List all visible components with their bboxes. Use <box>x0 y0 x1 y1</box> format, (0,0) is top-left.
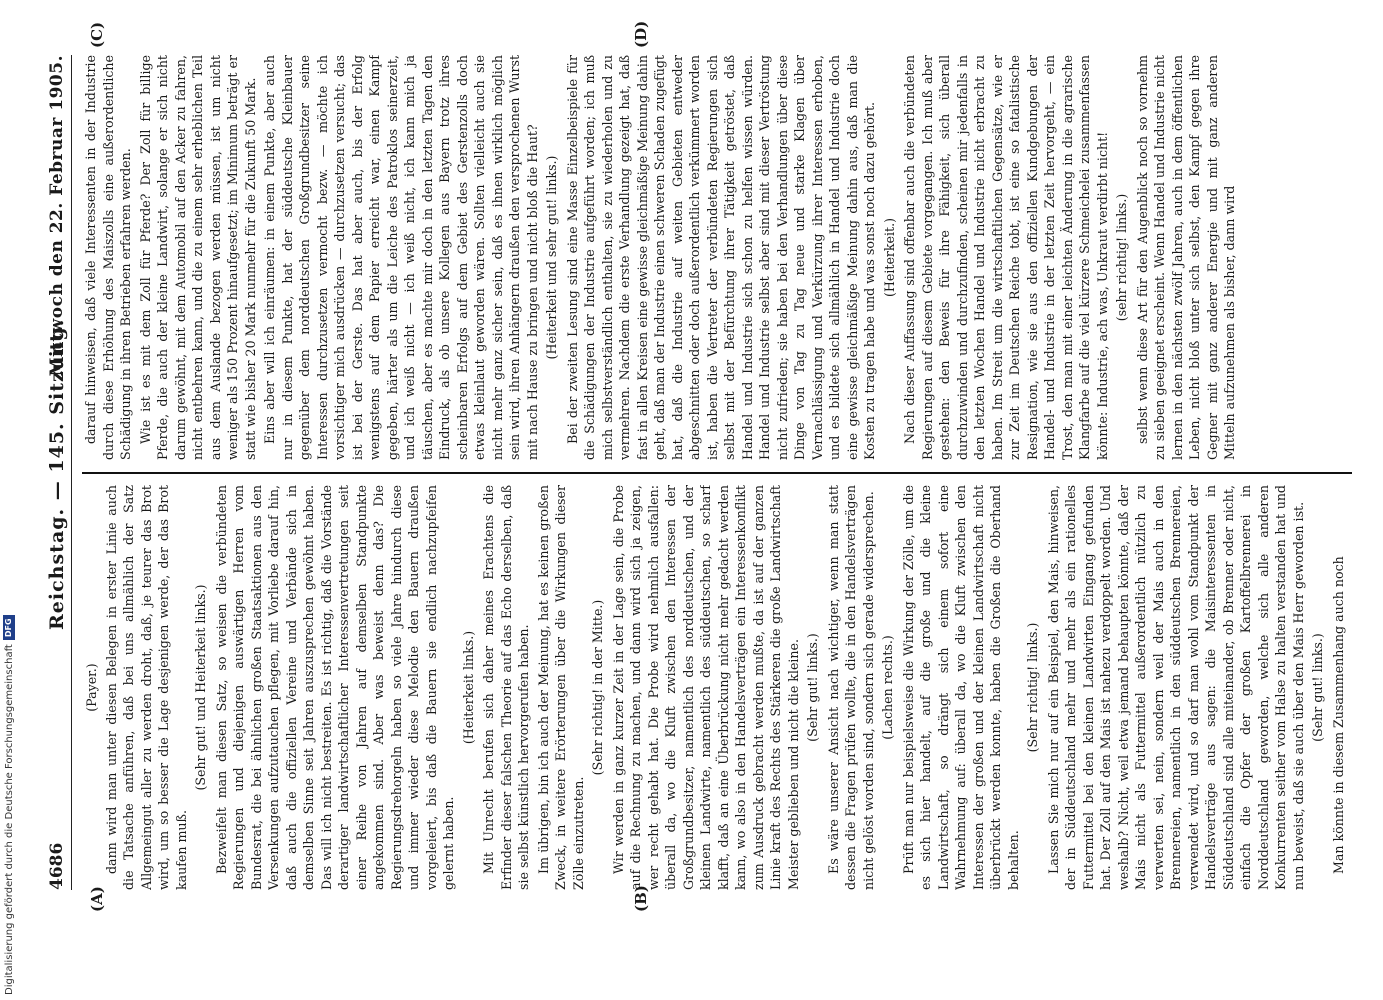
paragraph: Mit Unrecht berufen sich daher meines Erachtens die Erfinder dieser falschen Theorie auf das Echo derselben, daß sie selbst künstlich hervorgerufen haben. <box>481 485 531 890</box>
interjection: (Heiterkeit und sehr gut! links.) <box>544 155 559 360</box>
paragraph: Bei der zweiten Lesung sind eine Masse Einzelbeispiele für die Schädigungen der Industrie aufgeführt worden; ich muß mich selbstverständlich enthalten, sie zu wiederholen und zu vermehren. Nachdem die erste Verhandlung gezeigt hat, daß fast in allen Kreisen eine gewisse gleichmäßige Meinung dahin geht, daß man der Industrie einen schweren Schaden zugefügt hat, daß die Industrie auf weiten Gebieten entweder abgeschnitten oder doch außerordentlich verkümmert worden ist, haben die Vertreter der verbündeten Regierungen sich selbst mit der Befürchtung ihrer Tätigkeit getröstet, daß Handel und Industrie sich schon zu helfen wissen würden. Handel und Industrie selbst aber sind mit dieser Vertröstung nicht zufrieden; sie haben bei den Verhandlungen über diese Dinge von Tag zu Tag neue und starke Klagen über Vernachlässigung und Verkürzung ihrer Interessen erhoben, und es bildete sich allmählich in Handel und Industrie doch eine gewisse gleichmäßige Meinung dahin aus, daß man die Kosten zu tragen habe und was sonst noch dazu gehört. <box>564 55 877 460</box>
margin-letter-a: (A) <box>88 886 106 912</box>
paragraph: Im übrigen, bin ich auch der Meinung, hat es keinen großen Zweck, in weitere Erörterungen über die Wirkungen dieser Zölle einzutreten. <box>535 485 586 890</box>
paragraph: Wie ist es mit dem Zoll für Pferde? Der Zoll für billige Pferde, die auch der kleine Landwirt, solange er sich nicht darum gewöhnt, mit dem Automobil auf den Acker zu fahren, nicht entbehren kann, und die zu einem sehr erheblichen Teil aus dem Auslande bezogen werden müssen, ist um nicht weniger als 150 Prozent hinaufgesetzt; im Minimum beträgt er statt wie bisher 20 Mark nunmehr für die Zukunft 50 Mark. <box>137 55 258 460</box>
header-title: Reichstag. — 145. Sitzung. <box>46 318 68 630</box>
paragraph: Nach dieser Auffassung sind offenbar auch die verbündeten Regierungen auf diesem Gebiete vorgegangen. Ich muß aber gestehen: den Beweis für ihre Fähigkeit, sich überall durchzuwinden und durchzufinden, scheinen mir jedenfalls in den letzten Wochen Handel und Industrie nicht erbracht zu haben. Im Streit um die wirtschaftlichen Gegensätze, wie er zur Zeit im Deutschen Reiche tobt, ist eine so fatalistische Resignation, wie sie aus den offiziellen Kundgebungen der Handel- und Industrie in der letzten Zeit hervorgeht, — ein Trost, den man mit einer leichten Änderung in die agrarische Klangfarbe auf die viel kürzere Schmeichelei zusammenfassen könnte: Industrie, ach was, Unkraut verdirbt nicht! <box>902 55 1110 460</box>
paragraph: Es wäre unserer Ansicht nach wichtiger, wenn man statt dessen die Fragen prüfen wollte, die in den Handelsverträgen nicht gelöst worden sind, sondern sich gerade widersprechen. <box>825 485 876 890</box>
paragraph: selbst wenn diese Art für den Augenblick noch so vornehm zu sieben geeignet erscheint. Wenn Handel und Industrie nicht lernen in den nächsten zwölf Jahren, auch in dem öffentlichen Leben, nicht bloß unter sich selbst, den Kampf gegen ihre Gegner mit ganz anderer Energie und mit ganz anderen Mitteln aufzunehmen als bisher, dann wird <box>1134 55 1237 460</box>
interjection: (Heiterkeit links.) <box>460 630 476 745</box>
margin-letter-b: (B) <box>632 885 650 912</box>
left-column-body <box>103 485 1348 890</box>
interjection: (Sehr richtig! in der Mitte.) <box>590 599 605 776</box>
dfg-logo: DFG <box>3 615 15 640</box>
header-date: Mittwoch den 22. Februar 1905. <box>47 55 67 377</box>
page-header <box>45 55 72 890</box>
interjection: (Heiterkeit.) <box>881 218 897 297</box>
interjection: (Sehr richtig! links.) <box>1025 622 1040 753</box>
interjection: (Lachen rechts.) <box>880 635 895 740</box>
paragraph: Wir werden in ganz kurzer Zeit in der Lage sein, die Probe auf die Rechnung zu machen, und dann wird sich ja zeigen, wer recht gehabt hat. Die Probe wird nehmlich ausfallen: überall da, wo die Kluft zwischen den Interessen der Großgrundbesitzer, namentlich des norddeutschen, und der kleinen Landwirte, namentlich des süddeutschen, so scharf klafft, daß an eine Überbrückung nicht mehr gedacht werden kann, wo also in den Handelsverträgen ein Interessenkonflikt zum Ausdruck gebracht werden mußte, da ist auf der ganzen Linie kraft des Rechts des Stärkeren die große Landwirtschaft Meister geblieben und nicht die kleine. <box>610 485 801 890</box>
interjection: (Sehr gut! links.) <box>1310 633 1325 742</box>
paragraph: Man könnte in diesem Zusammenhang auch noch <box>1330 556 1346 874</box>
page-number: 4686 <box>47 842 67 890</box>
interjection: (Sehr gut! links.) <box>805 633 820 742</box>
interjection: (sehr richtig! links.) <box>1114 193 1129 322</box>
margin-letter-d: (D) <box>632 20 650 48</box>
paragraph: Prüft man nur beispielsweise die Wirkung der Zölle, um die es sich hier handelt, auf die große und die kleine Landwirtschaft, so drängt sich einem sofort eine Wahrnehmung auf: überall da, wo die Kluft zwischen den Interessen der großen und der kleinen Landwirtschaft nicht überbrückt werden konnte, haben die Großen die Oberhand behalten. <box>900 485 1021 890</box>
interjection: (Sehr gut! und Heiterkeit links.) <box>193 584 208 791</box>
paragraph: dann wird man unter diesen Belegen in erster Linie auch die Tatsache anführen, daß bei uns allmählich der Satz Allgemeingut aller zu werden droht, daß, je teurer das Brot wird, um so besser die Lage desjenigen werde, der das Brot kaufen muß. <box>103 485 189 890</box>
right-column-body <box>82 55 1239 460</box>
paragraph: darauf hinweisen, daß viele Interessenten in der Industrie durch diese Erhöhung des Maiszolls eine außerordentliche Schädigung in ihren Betrieben erfahren werden. <box>83 55 133 460</box>
paragraph: Lassen Sie mich nur auf ein Beispiel, den Mais, hinweisen, der in Süddeutschland mehr und mehr als ein rationelles Futtermittel bei den kleinen Landwirten Eingang gefunden hat. Der Zoll auf den Mais ist nahezu verdoppelt worden. Und weshalb? Nicht, weil etwa jemand behaupten könnte, daß der Mais nicht als Futtermittel außerordentlich nützlich zu verwerten sei, nein, sondern weil der Mais auch in den Brennereien, namentlich in den süddeutschen Brennereien, verwendet wird, und so darf man wohl vom Standpunkt der Handelsverträge aus sagen: die Maisinteressenten in Süddeutschland sind alle miteinander, ob Brenner oder nicht, einfach die Opfer der großen Kartoffelbrennerei in Norddeutschland geworden, welche sich alle anderen Konkurrenten seither vom Halse zu halten verstanden hat und nun beweist, daß sie auch über den Mais Herr geworden ist. <box>1045 485 1306 890</box>
right-column <box>82 55 1352 460</box>
digitization-credit <box>2 565 18 995</box>
paragraph: Eins aber will ich einräumen: in einem Punkte, aber auch nur in diesem Punkte, hat der süddeutsche Kleinbauer gegenüber dem norddeutschen Großgrundbesitzer seine Interessen durchzusetzen vermocht bezw. — möchte ich vorsichtiger mich ausdrücken — durchzusetzen versucht; das ist bei der Gerste. Das hat aber auch, bis der Erfolg wenigstens auf dem Papier erreicht war, einen Kampf gegeben, härter als um die Leiche des Patroklos seinerzeit, und ich weiß nicht — ich weiß nicht, ich kann mich ja täuschen, aber es machte mir doch in den letzten Tagen den Eindruck, als ob unsere Kollegen aus Bayern trotz ihres scheinbaren Erfolgs auf dem Gebiet des Gerstenzolls doch etwas kleinlaut geworden wären. Sollten vielleicht auch sie nicht mehr ganz sicher sein, daß es ihnen wirklich möglich sein wird, ihren Anhängern draußen den versprochenen Wurst mit nach Hause zu bringen und nicht bloß die Haut? <box>262 55 540 460</box>
credit-text: Digitalisierung gefördert durch die Deutsche Forschungsgemeinschaft <box>4 644 15 995</box>
paragraph: Bezweifelt man diesen Satz, so weisen die verbündeten Regierungen und diejenigen auswärtigen Herren vom Bundesrat, die bei ähnlichen großen Staatsaktionen aus den Versenkungen aufzutauchen pflegen, mit Vorliebe darauf hin, daß auch die offiziellen Vereine und Verbände sich in demselben Sinne seit Jahren auszusprechen gewöhnt haben. Das will ich nicht bestreiten. Es ist richtig, daß die Vorstände derartiger landwirtschaftlicher Interessenvertretungen seit einer Reihe von Jahren auf demselben Standpunkte angekommen sind. Aber was beweist denn das? Die Regierungsdrehorgeln haben so viele Jahre hindurch diese und immer wieder diese Melodie den Bauern draußen vorgeleiert, bis daß die Bauern sie endlich nachzupfeifen gelernt haben. <box>213 485 456 890</box>
speaker-name: (Payer.) <box>84 663 99 712</box>
column-divider <box>82 472 1352 474</box>
left-column <box>82 485 1352 890</box>
margin-letter-c: (C) <box>88 21 106 48</box>
